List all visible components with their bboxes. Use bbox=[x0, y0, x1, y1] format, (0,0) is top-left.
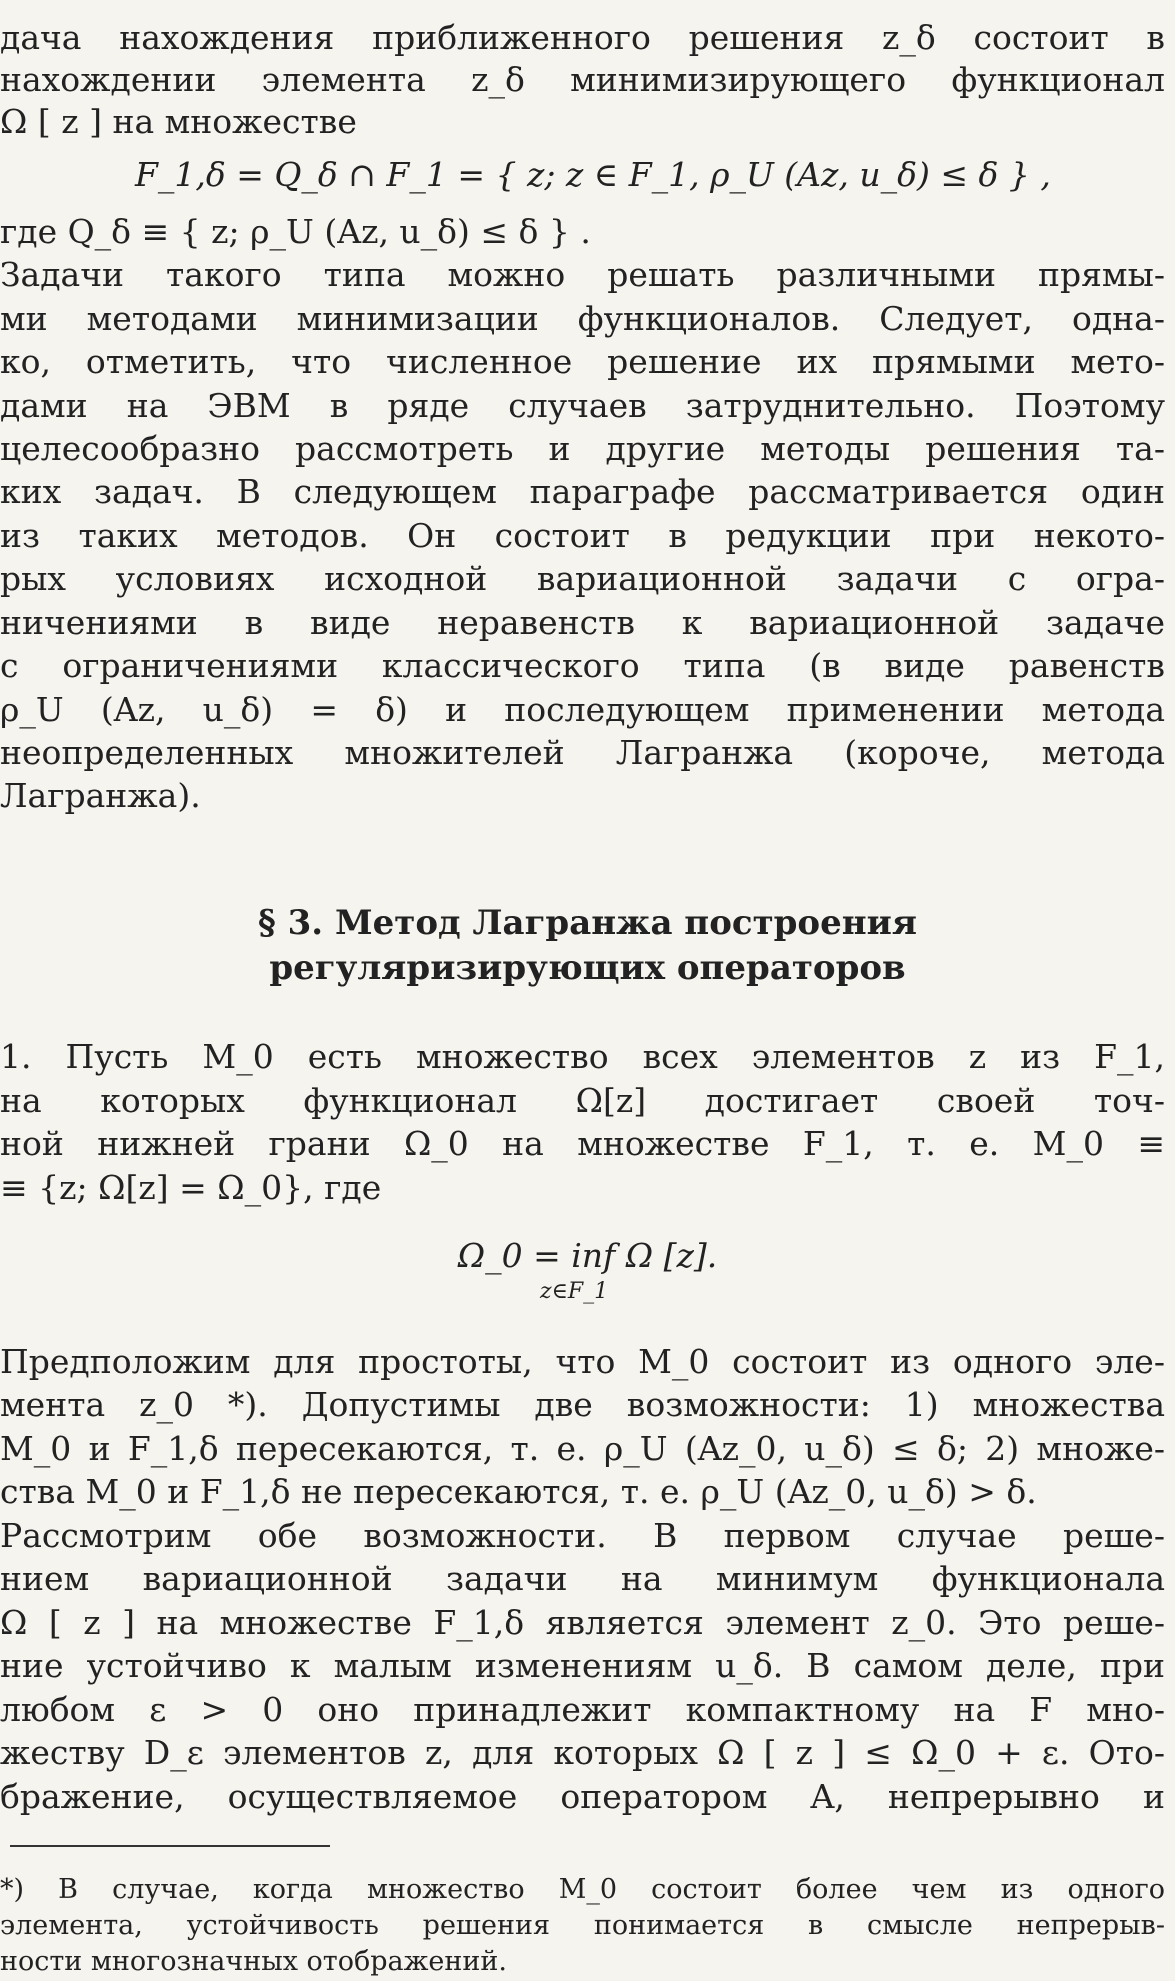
text-line: неопределенных множителей Лагранжа (короче, метода bbox=[0, 733, 1165, 772]
footnote-line: *) В случае, когда множество M_0 состоит более чем из одного bbox=[0, 1874, 1165, 1905]
text-line: ρ_U (Az, u_δ) = δ) и последующем применении метода bbox=[0, 690, 1165, 729]
text-line: 1. Пусть M_0 есть множество всех элементов z из F_1, bbox=[0, 1037, 1165, 1076]
text-line: Ω [ z ] на множестве bbox=[0, 102, 357, 141]
text-line: Лагранжа). bbox=[0, 776, 201, 815]
text-line: M_0 и F_1,δ пересекаются, т. е. ρ_U (Az_0, u_δ) ≤ δ; 2) множе- bbox=[0, 1429, 1165, 1468]
text-line: ко, отметить, что численное решение их прямыми мето- bbox=[0, 342, 1165, 381]
section-heading-line-2: регуляризирующих операторов bbox=[269, 948, 906, 988]
footnote-line: ности многозначных отображений. bbox=[0, 1946, 507, 1977]
text-line: нием вариационной задачи на минимум функционала bbox=[0, 1559, 1165, 1598]
text-line: на которых функционал Ω[z] достигает своей точ- bbox=[0, 1081, 1165, 1120]
text-line: целесообразно рассмотреть и другие методы решения та- bbox=[0, 429, 1165, 468]
text-line: где Q_δ ≡ { z; ρ_U (Az, u_δ) ≤ δ } . bbox=[0, 212, 591, 251]
text-line: ной нижней грани Ω_0 на множестве F_1, т. е. M_0 ≡ bbox=[0, 1124, 1165, 1163]
text-line: ства M_0 и F_1,δ не пересекаются, т. е. ρ_U (Az_0, u_δ) > δ. bbox=[0, 1472, 1037, 1511]
text-line: ких задач. В следующем параграфе рассматривается один bbox=[0, 472, 1165, 511]
equation-f1-delta: F_1,δ = Q_δ ∩ F_1 = { z; z ∈ F_1, ρ_U (Az, u_δ) ≤ δ } , bbox=[135, 155, 1051, 194]
text-line: Предположим для простоты, что M_0 состоит из одного эле- bbox=[0, 1342, 1165, 1381]
text-line: Ω [ z ] на множестве F_1,δ является элемент z_0. Это реше- bbox=[0, 1603, 1165, 1642]
text-line: ничениями в виде неравенств к вариационной задаче bbox=[0, 603, 1165, 642]
text-line: жеству D_ε элементов z, для которых Ω [ z ] ≤ Ω_0 + ε. Ото- bbox=[0, 1733, 1165, 1772]
footnote-rule bbox=[10, 1845, 330, 1847]
text-line: ≡ {z; Ω[z] = Ω_0}, где bbox=[0, 1168, 382, 1207]
footnote-line: элемента, устойчивость решения понимается в смысле непрерыв- bbox=[0, 1910, 1165, 1941]
section-heading-line-1: § 3. Метод Лагранжа построения bbox=[258, 903, 917, 943]
text-line: дами на ЭВМ в ряде случаев затруднительно. Поэтому bbox=[0, 386, 1165, 425]
text-line: с ограничениями классического типа (в виде равенств bbox=[0, 646, 1165, 685]
text-line: мента z_0 *). Допустимы две возможности: 1) множества bbox=[0, 1385, 1165, 1424]
text-line: дача нахождения приближенного решения z_δ состоит в bbox=[0, 18, 1165, 57]
text-line: Задачи такого типа можно решать различными прямы- bbox=[0, 255, 1165, 294]
text-line: нахождении элемента z_δ минимизирующего функционал bbox=[0, 60, 1165, 99]
text-line: ние устойчиво к малым изменениям u_δ. В самом деле, при bbox=[0, 1646, 1165, 1685]
equation-omega0-subscript: z∈F_1 bbox=[540, 1279, 609, 1304]
text-line: из таких методов. Он состоит в редукции при некото- bbox=[0, 516, 1165, 555]
text-line: ми методами минимизации функционалов. Следует, одна- bbox=[0, 299, 1165, 338]
equation-omega0: Ω_0 = inf Ω [z]. bbox=[457, 1236, 718, 1275]
text-line: Рассмотрим обе возможности. В первом случае реше- bbox=[0, 1516, 1165, 1555]
text-line: бражение, осуществляемое оператором A, непрерывно и bbox=[0, 1777, 1165, 1816]
text-line: рых условиях исходной вариационной задачи с огра- bbox=[0, 559, 1165, 598]
text-line: любом ε > 0 оно принадлежит компактному на F мно- bbox=[0, 1690, 1165, 1729]
